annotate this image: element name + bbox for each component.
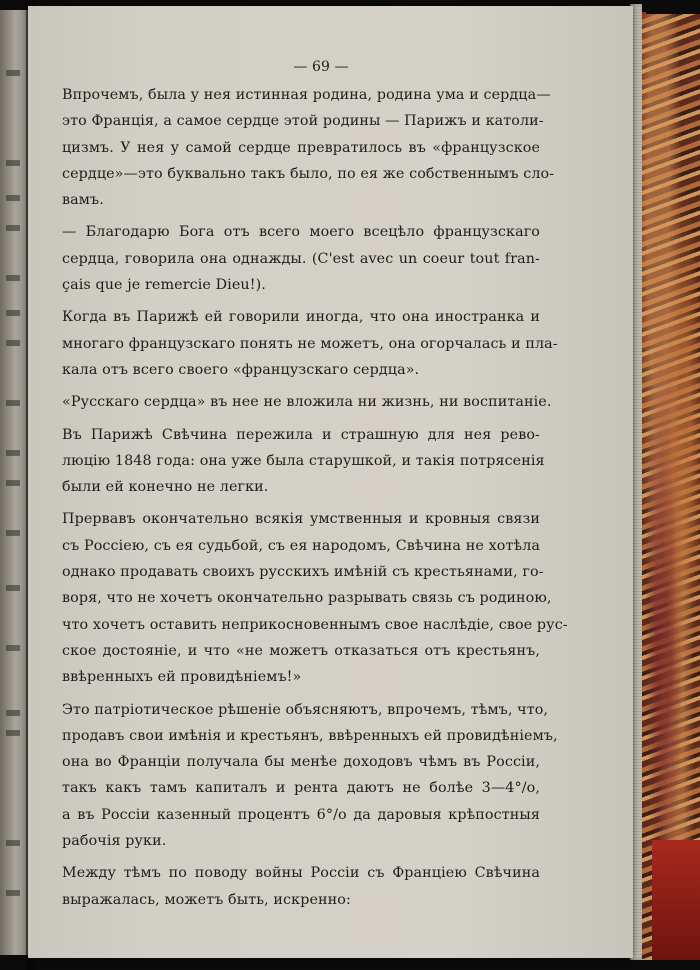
paragraph (62, 506, 568, 690)
text-line: рабочія руки. (62, 833, 167, 850)
left-page-glyph (6, 710, 20, 716)
text-line: это Франція, а самое сердце этой родины — Парижъ и католи- (62, 113, 544, 130)
left-page-glyph (6, 730, 20, 736)
paragraph (62, 860, 540, 913)
left-page-glyph (6, 275, 20, 281)
text-line: что хочетъ оставить неприкосновеннымъ свое наслѣдіе, свое рус- (62, 616, 568, 633)
left-page-glyph (6, 530, 20, 536)
text-line: Между тѣмъ по поводу войны Россіи съ Франціею Свѣчина (62, 865, 540, 882)
text-line: были ей конечно не легки. (62, 479, 269, 496)
text-line: Когда въ Парижѣ ей говорили иногда, что она иностранка и (62, 309, 540, 326)
left-page-glyph (6, 480, 20, 486)
text-line: воря, что не хочетъ окончательно разрывать связь съ родиною, (62, 590, 552, 607)
left-page-glyph (6, 340, 20, 346)
left-page-glyph (6, 645, 20, 651)
paragraphs (62, 82, 568, 913)
text-line: Въ Парижѣ Свѣчина пережила и страшную для нея рево- (62, 426, 540, 443)
text-line: цизмъ. У нея у самой сердце превратилось въ «французское (62, 139, 540, 156)
left-page-glyph (6, 225, 20, 231)
paragraph (62, 697, 558, 855)
left-page-glyph (6, 70, 20, 76)
page-number: — 69 — (293, 59, 349, 75)
text-line: сердца, говорила она однажды. (C'est avec un coeur tout fran- (62, 250, 540, 267)
text-line: вамъ. (62, 192, 104, 209)
text-line: ское достояніе, и что «не можетъ отказаться отъ крестьянъ, (62, 642, 540, 659)
text-line: ввѣренныхъ ей провидѣніемъ!» (62, 669, 302, 686)
left-page-glyph (6, 450, 20, 456)
left-page-text-fragments (2, 10, 26, 955)
paragraph (62, 82, 555, 213)
text-line: однако продавать своихъ русскихъ имѣній съ крестьянами, го- (62, 564, 544, 581)
text-line: Впрочемъ, была у нея истинная родина, родина ума и сердца— (62, 87, 551, 103)
left-page-glyph (6, 840, 20, 846)
left-page-glyph (6, 400, 20, 406)
left-page-edge (0, 10, 28, 955)
text-line: многаго французскаго понять не можетъ, она огорчалась и пла- (62, 335, 558, 352)
marbled-cover (640, 14, 700, 960)
page-text (62, 54, 568, 919)
paragraph (62, 422, 545, 501)
paragraph (62, 389, 552, 415)
paragraph (62, 304, 558, 383)
text-line: «Русскаго сердца» въ нее не вложила ни жизнь, ни воспитаніе. (62, 394, 552, 411)
text-line: Это патріотическое рѣшеніе объясняютъ, впрочемъ, тѣмъ, что, (62, 701, 549, 718)
text-line: люцію 1848 года: она уже была старушкой, и такія потрясенія (62, 452, 545, 469)
paragraph (62, 219, 540, 298)
text-line: çais que je remercie Dieu!). (62, 277, 266, 294)
left-page-glyph (6, 160, 20, 166)
text-line: продавъ свои имѣнія и крестьянъ, ввѣренныхъ ей провидѣніемъ, (62, 727, 558, 744)
text-line: такъ какъ тамъ капиталъ и рента даютъ не болѣе 3—4°/о, (62, 780, 540, 797)
left-page-glyph (6, 195, 20, 201)
text-line: — Благодарю Бога отъ всего моего всецѣло французскаго (62, 224, 540, 241)
text-line: выражалась, можетъ быть, искренно: (62, 891, 351, 908)
text-line: она во Франціи получала бы менѣе доходовъ чѣмъ въ Россіи, (62, 754, 540, 771)
text-line: а въ Россіи казенный процентъ 6°/о да даровыя крѣпостныя (62, 806, 540, 823)
text-line: сердце»—это буквально такъ было, по ея же собственнымъ сло- (62, 165, 555, 182)
cover-binding (652, 840, 700, 960)
left-page-glyph (6, 310, 20, 316)
left-page-glyph (6, 890, 20, 896)
text-line: съ Россіею, съ ея судьбой, съ ея народомъ, Свѣчина не хотѣла (62, 537, 540, 554)
text-line: Прервавъ окончательно всякія умственныя и кровныя связи (62, 511, 540, 528)
left-page-glyph (6, 585, 20, 591)
text-line: кала отъ всего своего «французскаго сердца». (62, 361, 420, 378)
